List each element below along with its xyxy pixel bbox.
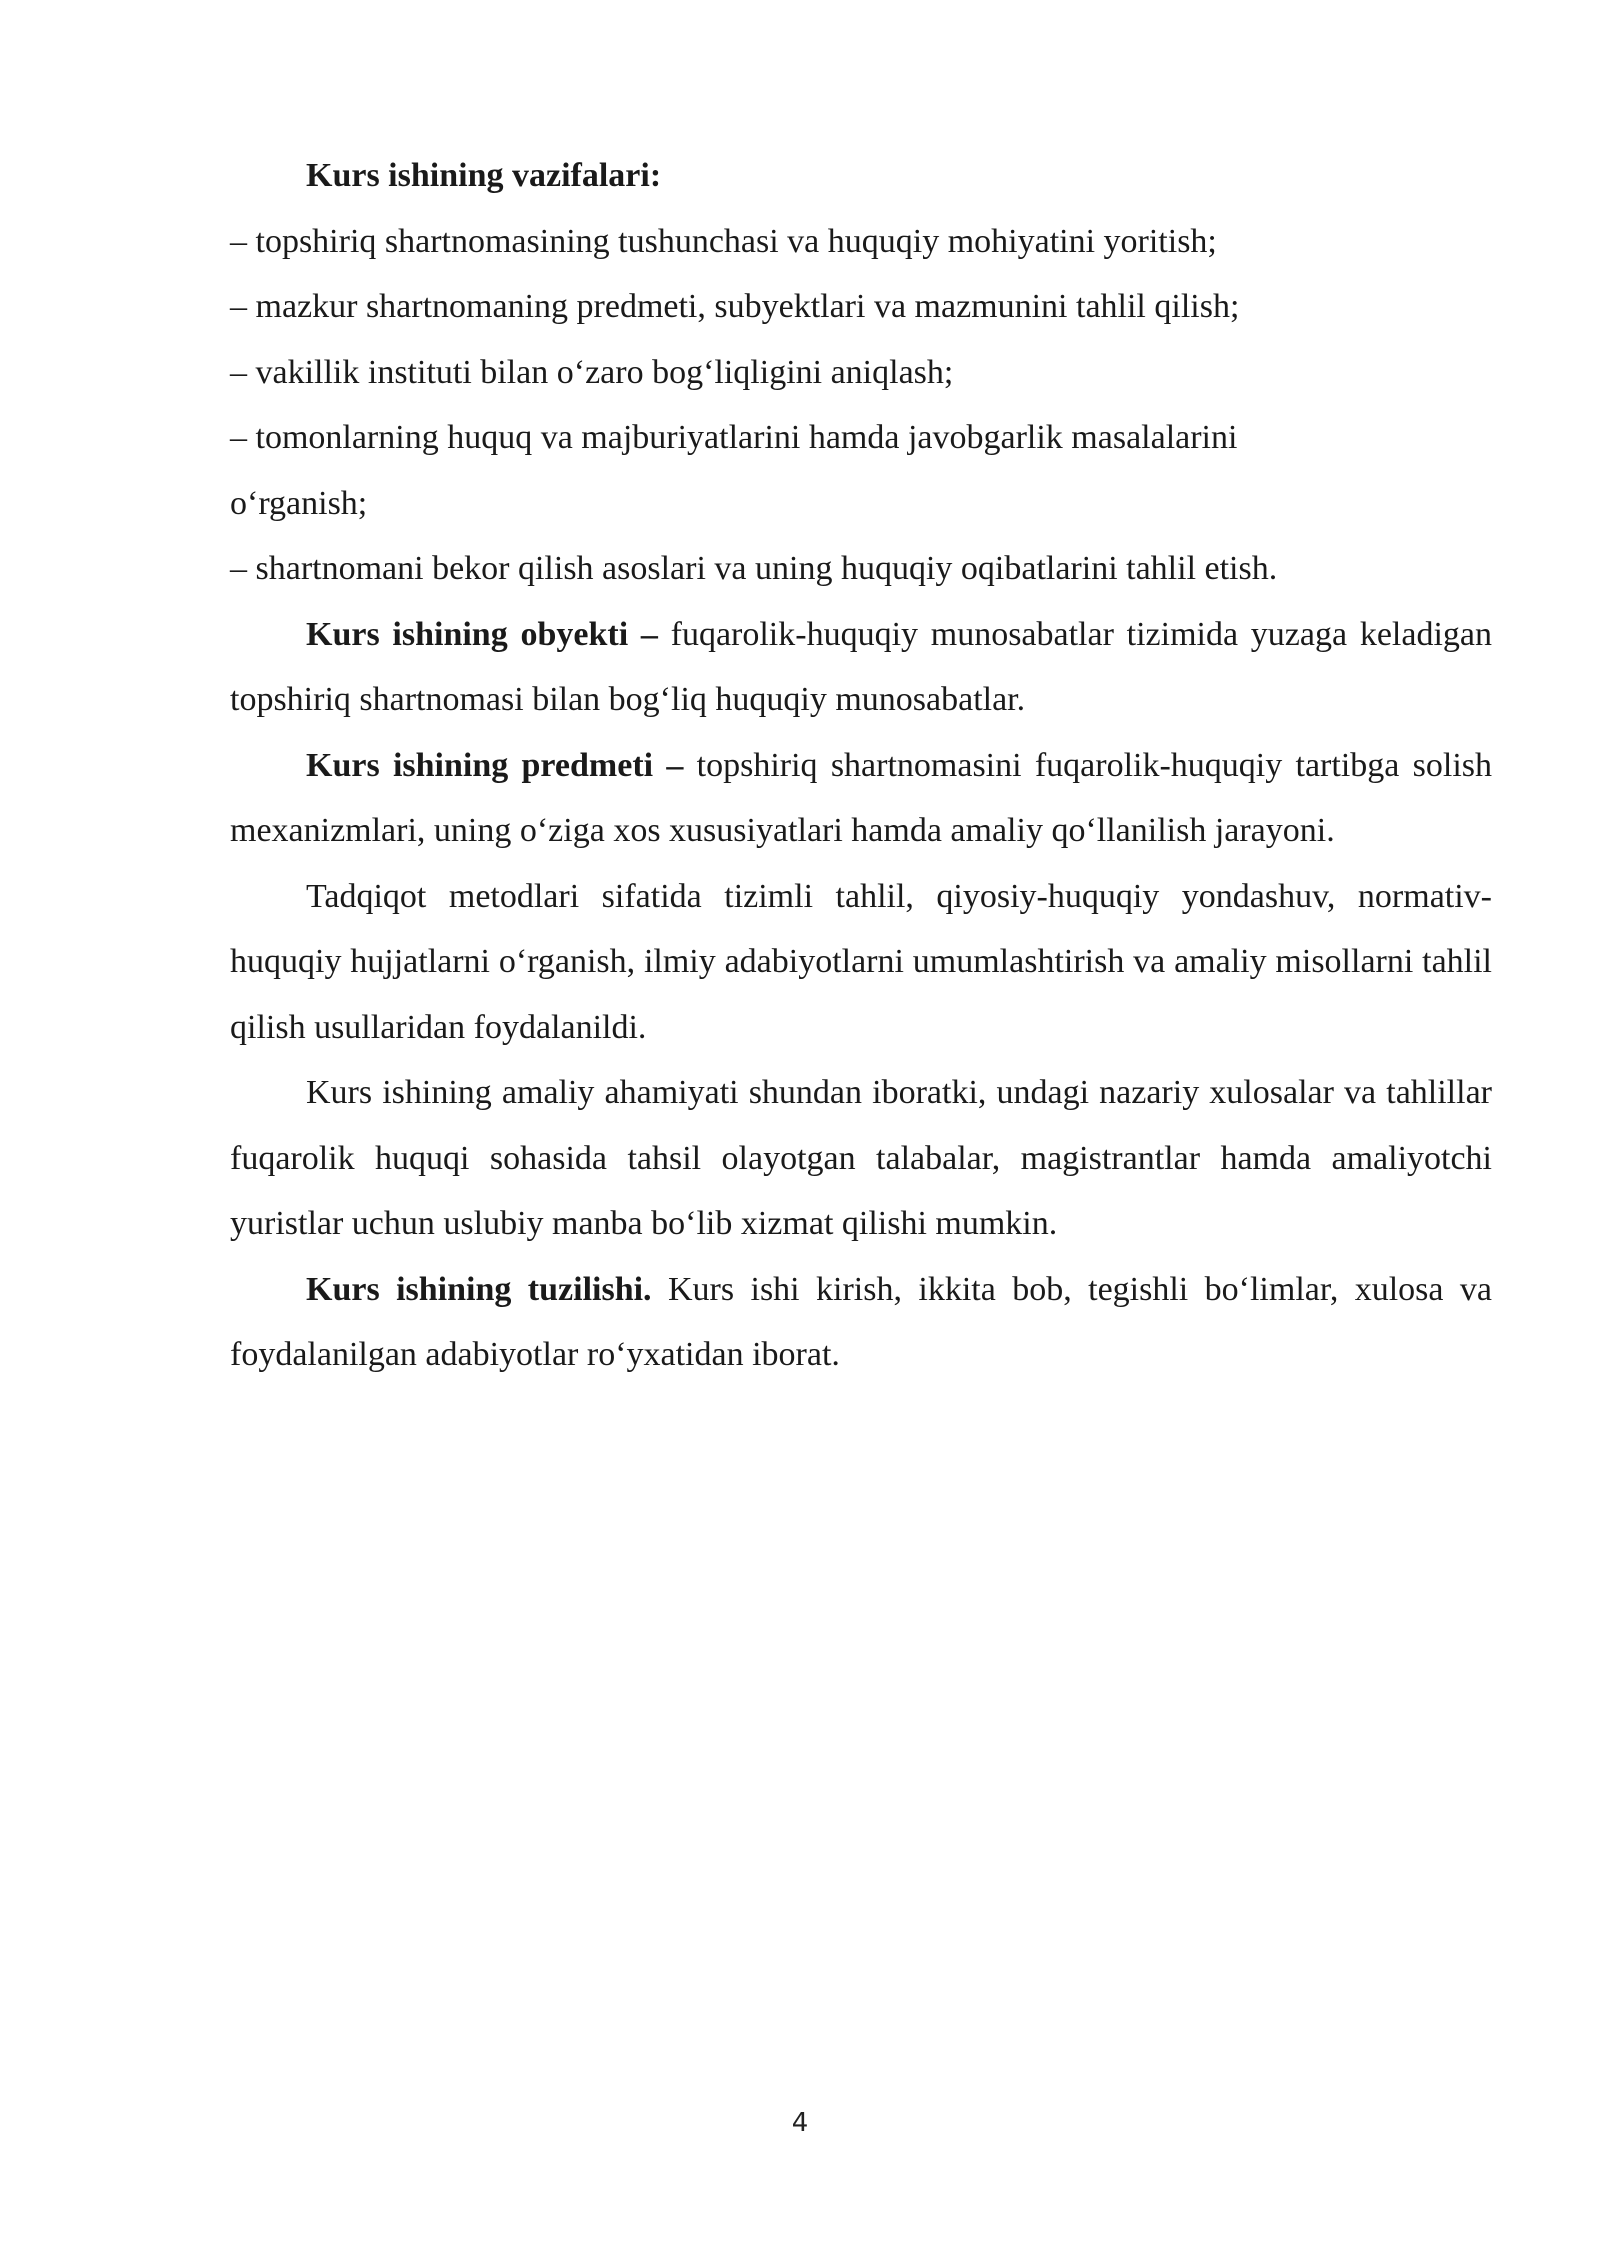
task-item: – topshiriq shartnomasining tushunchasi va huquqiy mohiyatini yoritish; bbox=[230, 222, 1217, 260]
subject-label: Kurs ishining predmeti – bbox=[306, 746, 684, 784]
task-item: – mazkur shartnomaning predmeti, subyektlari va mazmunini tahlil qilish; bbox=[230, 288, 1240, 325]
object-text: fuqarolik-huquqiy munosabatlar tizimida yuzaga keladigan topshiriq shartnomasi bilan bog‘liq huquqiy munosabatlar. bbox=[230, 615, 1492, 718]
page-number: 4 bbox=[791, 2108, 809, 2138]
object-paragraph bbox=[230, 602, 1492, 733]
object-label: Kurs ishining obyekti – bbox=[306, 615, 658, 653]
structure-text: Kurs ishi kirish, ikkita bob, tegishli bo‘limlar, xulosa va foydalanilgan adabiyotlar ro‘yxatidan iborat. bbox=[230, 1270, 1493, 1373]
task-item: – shartnomani bekor qilish asoslari va uning huquqiy oqibatlarini tahlil etish. bbox=[230, 550, 1278, 587]
tasks-heading bbox=[230, 143, 1492, 209]
structure-label: Kurs ishining tuzilishi. bbox=[306, 1270, 652, 1308]
methods-paragraph: Tadqiqot metodlari sifatida tizimli tahlil, qiyosiy-huquqiy yondashuv, normativ-huquqiy hujjatlarni o‘rganish, ilmiy adabiyotlarni umumlashtirish va amaliy misollarni tahlil qilish usullaridan foydalanildi. bbox=[230, 877, 1492, 1046]
significance-paragraph: Kurs ishining amaliy ahamiyati shundan iboratki, undagi nazariy xulosalar va tahlillar fuqarolik huquqi sohasida tahsil olayotgan talabalar, magistrantlar hamda amaliyotchi yuristlar uchun uslubiy manba bo‘lib xizmat qilishi mumkin. bbox=[230, 1074, 1492, 1242]
tasks-heading-text: Kurs ishining vazifalari: bbox=[306, 157, 662, 194]
task-item: – vakillik instituti bilan o‘zaro bog‘liqligini aniqlash; bbox=[230, 353, 954, 391]
task-item: – tomonlarning huquq va majburiyatlarini hamda javobgarlik masalalarini o‘rganish; bbox=[230, 419, 1238, 522]
document-page bbox=[230, 143, 1492, 1388]
structure-paragraph bbox=[230, 1257, 1492, 1388]
subject-text: topshiriq shartnomasini fuqarolik-huquqiy tartibga solish mexanizmlari, uning o‘ziga xos xususiyatlari hamda amaliy qo‘llanilish jarayoni. bbox=[230, 746, 1492, 849]
subject-paragraph bbox=[230, 733, 1492, 864]
